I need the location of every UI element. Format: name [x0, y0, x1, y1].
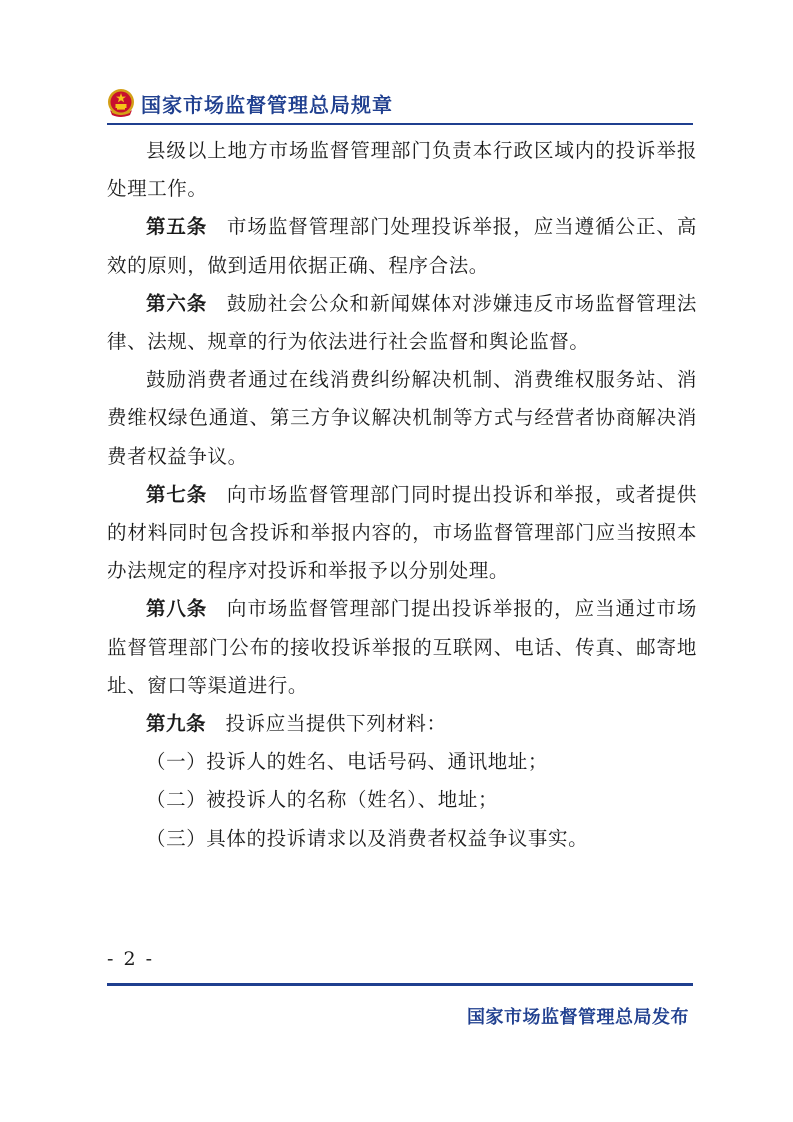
article-number: 第五条 [146, 215, 208, 239]
paragraph-text: （一）投诉人的姓名、电话号码、通讯地址； [146, 750, 549, 774]
page-number: - 2 - [107, 948, 155, 970]
paragraph-text: 向市场监督管理部门提出投诉举报的，应当通过市场监督管理部门公布的接收投诉举报的互联网、电话、传真、邮寄地址、窗口等渠道进行。 [107, 597, 697, 697]
article-number: 第八条 [146, 597, 208, 621]
article-number: 第七条 [146, 482, 208, 506]
paragraph-text: （三）具体的投诉请求以及消费者权益争议事实。 [146, 826, 589, 850]
header-divider [107, 123, 693, 125]
paragraph [107, 132, 697, 208]
paragraph-text: 向市场监督管理部门同时提出投诉和举报，或者提供的材料同时包含投诉和举报内容的，市场监督管理部门应当按照本办法规定的程序对投诉和举报予以分别处理。 [107, 482, 697, 583]
header-title: 国家市场监督管理总局规章 [141, 92, 393, 117]
footer-publisher: 国家市场监督管理总局发布 [467, 1007, 689, 1028]
list-item [107, 781, 697, 819]
paragraph-text: 鼓励社会公众和新闻媒体对涉嫌违反市场监督管理法律、法规、规章的行为依法进行社会监督和舆论监督。 [107, 291, 697, 354]
article-6 [107, 285, 697, 361]
article-8 [107, 590, 697, 705]
paragraph-text: 市场监督管理部门处理投诉举报，应当遵循公正、高效的原则，做到适用依据正确、程序合法。 [107, 215, 697, 277]
paragraph-text: 投诉应当提供下列材料： [225, 712, 447, 736]
list-item [107, 820, 697, 858]
paragraph [107, 361, 697, 476]
article-9 [107, 705, 697, 743]
document-body [107, 132, 697, 858]
paragraph-text: （二）被投诉人的名称（姓名）、地址； [146, 788, 499, 812]
paragraph-text: 县级以上地方市场监督管理部门负责本行政区域内的投诉举报处理工作。 [107, 139, 697, 201]
article-7 [107, 476, 697, 591]
national-emblem-icon [107, 88, 135, 118]
paragraph-text: 鼓励消费者通过在线消费纠纷解决机制、消费维权服务站、消费维权绿色通道、第三方争议解决机制等方式与经营者协商解决消费者权益争议。 [107, 368, 697, 468]
footer-divider [107, 983, 693, 986]
list-item [107, 743, 697, 781]
article-number: 第九条 [146, 712, 207, 736]
article-number: 第六条 [146, 291, 208, 315]
article-5 [107, 208, 697, 284]
document-header [107, 86, 393, 120]
